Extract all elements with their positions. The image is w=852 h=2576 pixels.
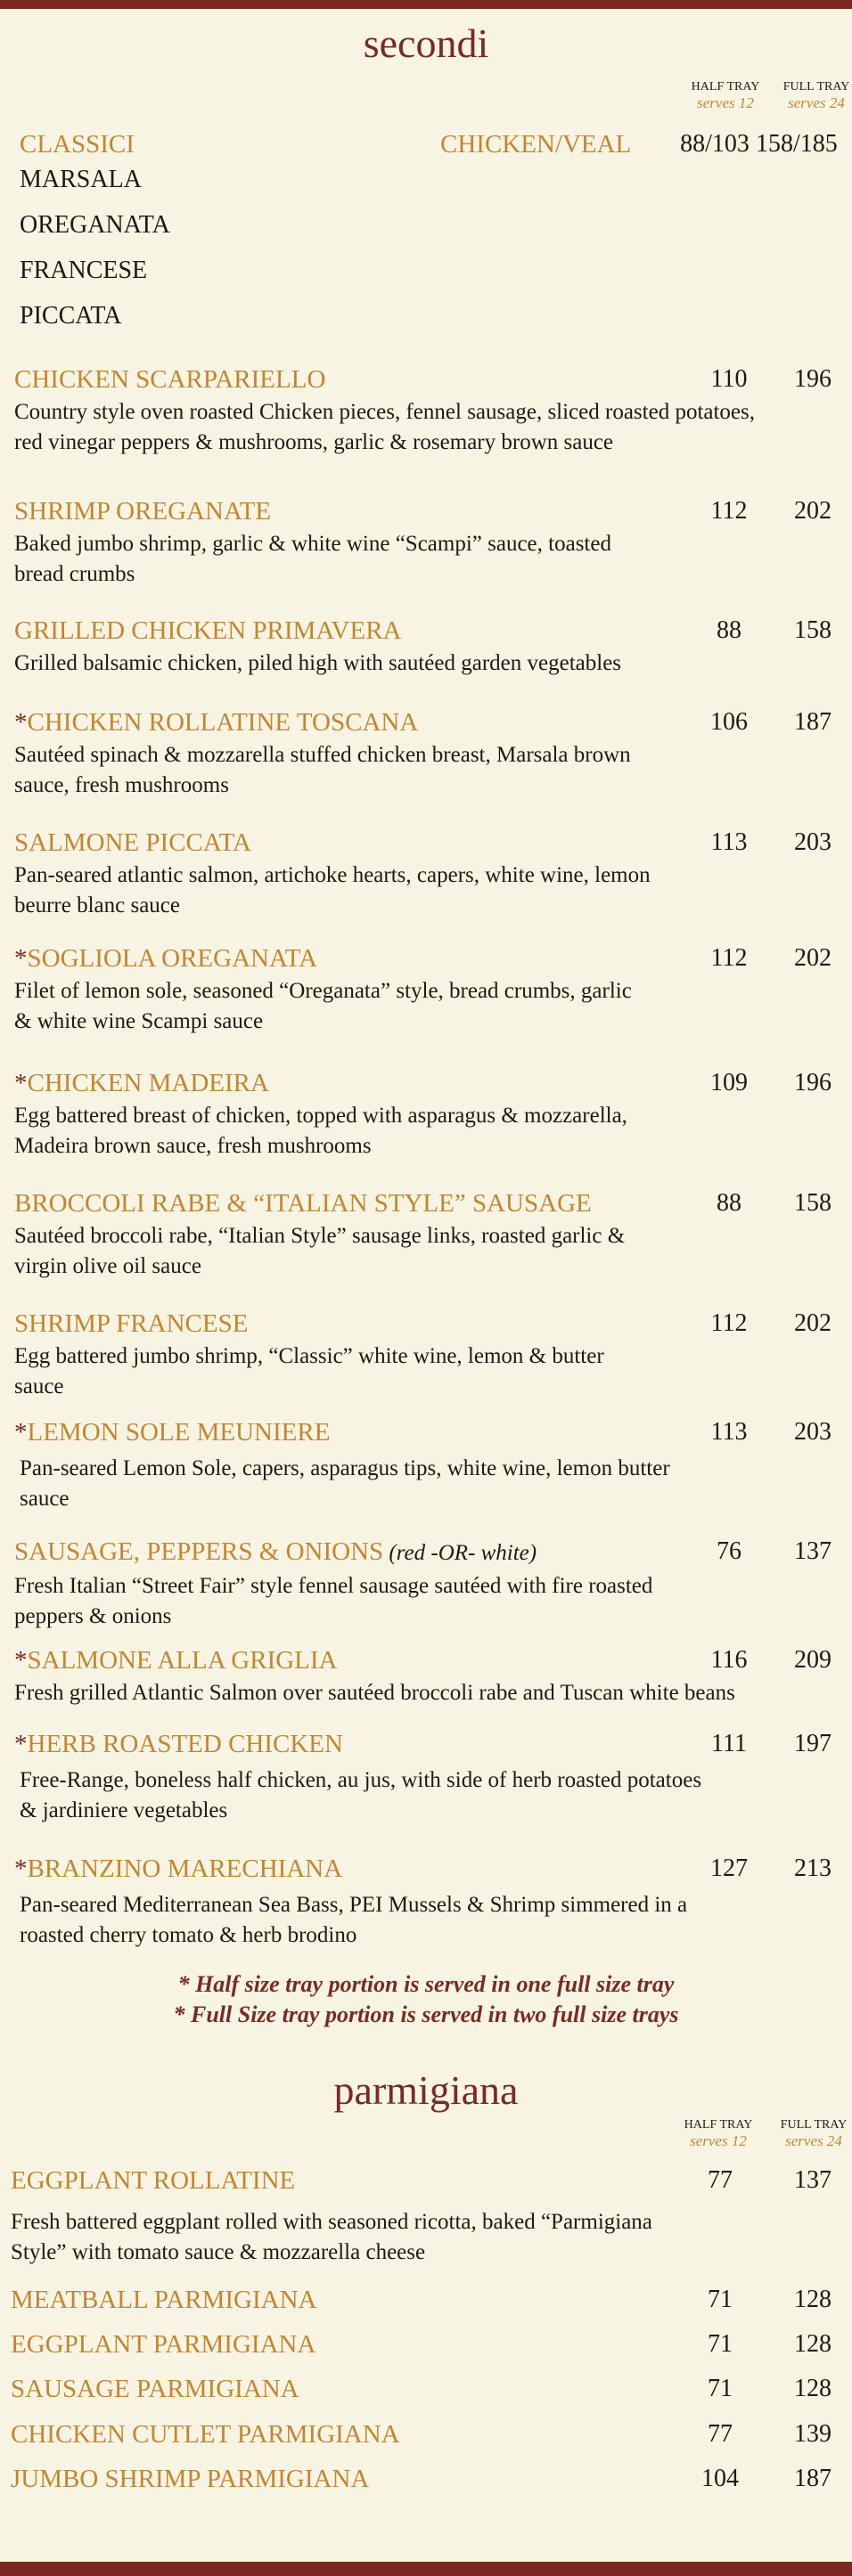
menu-item-description: Sautéed spinach & mozzarella stuffed chicken breast, Marsala brown sauce, fresh mushrooms [14, 743, 631, 797]
price-half-tray: 116 [710, 1646, 748, 1674]
asterisk-mark: * [14, 1646, 28, 1675]
top-border [0, 0, 852, 9]
parm-full-tray-label: FULL TRAY [780, 2118, 848, 2132]
price-half-tray: 88 [717, 1189, 741, 1217]
menu-item-title: BRANZINO MARECHIANA [27, 1855, 343, 1883]
price-full-tray: 202 [794, 497, 832, 525]
classici-item: PICCATA [20, 302, 122, 330]
menu-item [0, 706, 852, 801]
price-full-tray: 137 [794, 2166, 832, 2194]
price-full-tray: 203 [794, 828, 832, 856]
menu-item [0, 1728, 852, 1826]
menu-item-description: Fresh battered eggplant rolled with seasoned ricotta, baked “Parmigiana Style” with tomato sauce & mozzarella cheese [11, 2210, 652, 2264]
parmigiana-title: parmigiana [333, 2067, 519, 2113]
price-half-tray: 77 [708, 2420, 733, 2448]
classici-label: CLASSICI [20, 130, 135, 159]
full-tray-serves: serves 24 [788, 94, 845, 111]
menu-item-description: Country style oven roasted Chicken pieces, fennel sausage, sliced roasted potatoes, red vinegar peppers & mushrooms, garlic & rosemary brown sauce [14, 400, 756, 454]
asterisk-mark: * [14, 1069, 28, 1097]
menu-item-description: Egg battered breast of chicken, topped with asparagus & mozzarella, Madeira brown sauce, fresh mushrooms [14, 1104, 627, 1158]
menu-item-title: BROCCOLI RABE & “ITALIAN STYLE” SAUSAGE [14, 1189, 592, 1218]
price-full-tray: 196 [794, 1069, 832, 1096]
price-half-tray: 77 [708, 2166, 733, 2194]
menu-item-title: SOGLIOLA OREGANATA [27, 944, 318, 973]
asterisk-mark: * [14, 708, 28, 737]
price-half-tray: 113 [710, 1418, 748, 1446]
price-full-tray: 203 [794, 1418, 832, 1446]
menu-item-description: Grilled balsamic chicken, piled high with sautéed garden vegetables [14, 651, 622, 675]
parm-full-tray-serves: serves 24 [785, 2132, 842, 2149]
menu-item-name: JUMBO SHRIMP PARMIGIANA [11, 2465, 370, 2493]
price-full-tray: 139 [794, 2420, 832, 2448]
price-full-tray: 128 [794, 2375, 832, 2402]
secondi-title: secondi [363, 20, 489, 66]
price-full-tray: 202 [794, 944, 832, 972]
classici-item: FRANCESE [20, 257, 148, 284]
price-full-tray: 187 [794, 2465, 832, 2492]
asterisk-mark: * [14, 1418, 28, 1447]
classici-item: MARSALA [20, 166, 142, 193]
price-full-tray: 128 [794, 2286, 832, 2313]
price-full-tray: 197 [794, 1730, 832, 1757]
menu-item-name: SAUSAGE PARMIGIANA [11, 2375, 299, 2403]
menu-item [0, 1853, 852, 1951]
menu-item [0, 1067, 852, 1162]
menu-item-description: Pan-seared atlantic salmon, artichoke hearts, capers, white wine, lemon beurre blanc sauce [14, 863, 651, 917]
bottom-border [0, 2562, 852, 2576]
price-full-tray: 202 [794, 1309, 832, 1337]
menu-item [0, 1308, 852, 1402]
menu-item [0, 827, 852, 921]
menu-item-title: SHRIMP FRANCESE [14, 1309, 249, 1338]
price-half-tray: 127 [710, 1855, 748, 1882]
parmigiana-item [0, 2328, 852, 2360]
menu-item [0, 495, 852, 590]
parm-half-tray-header [678, 2118, 758, 2150]
full-tray-header [776, 80, 852, 112]
price-half-tray: 109 [710, 1069, 748, 1096]
menu-item-description: Pan-seared Lemon Sole, capers, asparagus tips, white wine, lemon butter sauce [20, 1456, 670, 1511]
menu-item-title: CHICKEN MADEIRA [27, 1069, 269, 1097]
menu-item [0, 1644, 852, 1708]
parmigiana-item [0, 2164, 852, 2268]
menu-item-title: SALMONE ALLA GRIGLIA [27, 1646, 338, 1675]
menu-item-title: LEMON SOLE MEUNIERE [27, 1418, 331, 1447]
menu-item-note: (red -OR- white) [383, 1541, 537, 1565]
menu-item-title: HERB ROASTED CHICKEN [27, 1730, 343, 1758]
classici-list [20, 157, 170, 338]
asterisk-mark: * [14, 1855, 28, 1883]
price-half-tray: 113 [710, 828, 748, 856]
menu-item-title: CHICKEN ROLLATINE TOSCANA [27, 708, 419, 737]
classici-price-half: 88/103 [680, 130, 750, 158]
price-half-tray: 106 [710, 708, 748, 736]
classici-item: OREGANATA [20, 211, 170, 239]
menu-item-description: Fresh Italian “Street Fair” style fennel sausage sautéed with fire roasted peppers & onions [14, 1574, 653, 1628]
asterisk-mark: * [14, 1730, 28, 1758]
price-full-tray: 137 [794, 1537, 832, 1565]
menu-item-description: Baked jumbo shrimp, garlic & white wine “Scampi” sauce, toasted bread crumbs [14, 532, 611, 586]
price-half-tray: 111 [711, 1730, 747, 1757]
price-half-tray: 71 [708, 2330, 733, 2358]
price-half-tray: 104 [701, 2465, 739, 2492]
price-full-tray: 213 [794, 1855, 832, 1882]
menu-item-description: Pan-seared Mediterranean Sea Bass, PEI Mussels & Shrimp simmered in a roasted cherry tomato & herb brodino [20, 1893, 688, 1947]
parm-half-tray-label: HALF TRAY [684, 2118, 753, 2132]
price-full-tray: 158 [794, 616, 832, 644]
footnote-full: * Full Size tray portion is served in two full size trays [173, 2001, 679, 2027]
price-full-tray: 187 [794, 708, 832, 736]
menu-item-description: Sautéed broccoli rabe, “Italian Style” sausage links, roasted garlic & virgin olive oil sauce [14, 1224, 626, 1278]
menu-item-description: Egg battered jumbo shrimp, “Classic” white wine, lemon & butter sauce [14, 1344, 604, 1398]
menu-item-title: SAUSAGE, PEPPERS & ONIONS [14, 1537, 384, 1566]
menu-item-name: CHICKEN CUTLET PARMIGIANA [11, 2420, 400, 2449]
parmigiana-item [0, 2373, 852, 2405]
menu-item [0, 1536, 852, 1632]
price-half-tray: 110 [710, 365, 748, 393]
price-full-tray: 128 [794, 2330, 832, 2358]
half-tray-serves: serves 12 [697, 94, 754, 111]
menu-item-name: EGGPLANT PARMIGIANA [11, 2330, 316, 2359]
price-full-tray: 209 [794, 1646, 832, 1674]
menu-item [0, 1416, 852, 1514]
menu-item-description: Fresh grilled Atlantic Salmon over sautéed broccoli rabe and Tuscan white beans [14, 1681, 735, 1705]
menu-item-description: Filet of lemon sole, seasoned “Oreganata” style, bread crumbs, garlic & white wine Scampi sauce [14, 979, 632, 1033]
menu-item [0, 615, 852, 679]
menu-item-description: Free-Range, boneless half chicken, au jus, with side of herb roasted potatoes & jardiniere vegetables [20, 1768, 702, 1822]
asterisk-mark: * [14, 944, 28, 973]
menu-item [0, 1187, 852, 1282]
price-half-tray: 71 [708, 2375, 733, 2402]
price-full-tray: 158 [794, 1189, 832, 1217]
parmigiana-item [0, 2418, 852, 2450]
menu-item-name: MEATBALL PARMIGIANA [11, 2286, 317, 2314]
classici-price-full: 158/185 [756, 130, 838, 158]
half-tray-header [685, 80, 766, 112]
menu-item-title: SALMONE PICCATA [14, 828, 251, 857]
price-half-tray: 88 [717, 616, 741, 644]
menu-item [0, 363, 852, 458]
menu-item-title: CHICKEN SCARPARIELLO [14, 365, 326, 394]
footnote-half: * Half size tray portion is served in one full size tray [177, 1971, 675, 1997]
price-half-tray: 112 [710, 497, 748, 525]
parm-full-tray-header [774, 2118, 852, 2150]
menu-item-name: EGGPLANT ROLLATINE [11, 2166, 296, 2195]
menu-item [0, 942, 852, 1037]
menu-item-title: GRILLED CHICKEN PRIMAVERA [14, 616, 402, 645]
price-full-tray: 196 [794, 365, 832, 393]
full-tray-label: FULL TRAY [782, 80, 850, 94]
half-tray-label: HALF TRAY [691, 80, 760, 94]
price-half-tray: 112 [710, 944, 748, 972]
parm-half-tray-serves: serves 12 [690, 2132, 747, 2149]
parmigiana-item [0, 2463, 852, 2495]
price-half-tray: 76 [717, 1537, 741, 1565]
menu-item-title: SHRIMP OREGANATE [14, 497, 272, 526]
price-half-tray: 71 [708, 2286, 733, 2313]
parmigiana-item [0, 2284, 852, 2316]
classici-category: CHICKEN/VEAL [440, 130, 632, 159]
price-half-tray: 112 [710, 1309, 748, 1337]
